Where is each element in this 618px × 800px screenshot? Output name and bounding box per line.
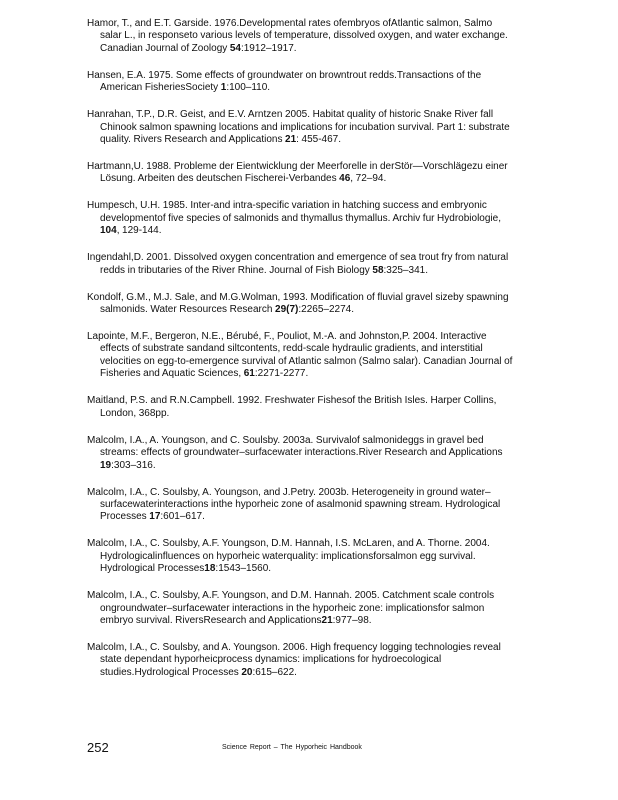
reference-pages: :2271-2277. (254, 368, 309, 380)
reference-text: Maitland, P.S. and R.N.Campbell. 1992. Freshwater Fishesof the British Isles. Harper Collins, London, 368pp. (87, 395, 497, 419)
reference-text: Hamor, T., and E.T. Garside. 1976.Developmental rates ofembryos ofAtlantic salmon, Salmo salar L., in responseto various levels of temperature, dissolved oxygen, and water exchange. Canadian Journal of Zoology (87, 18, 508, 54)
reference-list (87, 18, 515, 694)
reference-entry (87, 590, 515, 627)
reference-entry (87, 642, 515, 679)
reference-volume: 46 (339, 173, 351, 185)
reference-entry (87, 395, 515, 420)
reference-volume: 17 (149, 511, 161, 523)
reference-volume: 54 (229, 42, 241, 54)
reference-volume: 21 (285, 134, 297, 146)
reference-text: Kondolf, G.M., M.J. Sale, and M.G.Wolman, 1993. Modification of fluvial gravel sizeby spawning salmonids. Water Resources Research (87, 291, 509, 316)
reference-volume: 21 (321, 614, 333, 626)
reference-pages: :601–617. (160, 511, 205, 523)
reference-entry (87, 70, 515, 95)
reference-entry (87, 292, 515, 317)
reference-volume: 58 (372, 264, 384, 276)
reference-pages: :615–622. (252, 666, 297, 678)
reference-text: Humpesch, U.H. 1985. Inter-and intra-specific variation in hatching success and embryonic developmentof five species of salmonids and thymallus thymallus. Archiv fur Hydrobiologie, (87, 200, 501, 224)
reference-text: Hanrahan, T.P., D.R. Geist, and E.V. Arntzen 2005. Habitat quality of historic Snake River fall Chinook salmon spawning locations and implications for incubation survival. Part 1: substrate quality. Rivers Research and Applications (87, 109, 510, 146)
reference-volume: 29(7) (275, 304, 299, 316)
reference-entry (87, 252, 515, 277)
reference-entry (87, 435, 515, 472)
reference-pages: : 455-467. (296, 134, 341, 146)
reference-pages: :2265–2274. (298, 304, 354, 316)
reference-entry (87, 109, 515, 146)
reference-volume: 1 (220, 82, 227, 94)
reference-entry (87, 200, 515, 237)
reference-text: Hartmann,U. 1988. Probleme der Eientwicklung der Meerforelle in derStör—Vorschlägezu einer Lösung. Arbeiten des deutschen Fischerei-Verbandes (87, 161, 508, 185)
reference-text: Malcolm, I.A., A. Youngson, and C. Soulsby. 2003a. Survivalof salmonideggs in gravel bed streams: effects of groundwater–surfacewater interactions.River Research and Applications (87, 434, 503, 459)
reference-pages: :1912–1917. (240, 42, 297, 54)
reference-entry (87, 487, 515, 524)
reference-text: Malcolm, I.A., C. Soulsby, A.F. Youngson, D.M. Hannah, I.S. McLaren, and A. Thorne. 2004. Hydrologicalinfluences on hyporheic waterquality: implicationsforsalmon egg survival. Hydrological Processes (87, 538, 490, 575)
reference-volume: 61 (243, 368, 255, 380)
reference-text: Malcolm, I.A., C. Soulsby, A. Youngson, and J.Petry. 2003b. Heterogeneity in ground water–surfacewaterinteractions inthe hyporheic zone of asalmonid spawning stream. Hydrological Processes (87, 486, 501, 523)
reference-pages: :325–341. (383, 264, 429, 276)
reference-pages: :303–316. (111, 459, 156, 471)
reference-entry (87, 331, 515, 381)
reference-volume: 19 (100, 459, 112, 471)
reference-entry (87, 538, 515, 575)
reference-pages: :100–110. (226, 82, 271, 94)
reference-volume: 18 (204, 563, 216, 575)
reference-pages: :977–98. (332, 614, 372, 626)
reference-text: Ingendahl,D. 2001. Dissolved oxygen concentration and emergence of sea trout fry from natural redds in tributaries of the River Rhine. Journal of Fish Biology (87, 252, 509, 276)
reference-pages: , 129-144. (116, 225, 162, 237)
reference-volume: 20 (241, 666, 253, 678)
reference-text: Malcolm, I.A., C. Soulsby, A.F. Youngson, and D.M. Hannah. 2005. Catchment scale controls ongroundwater–surfacewater interactions in the hyporheic zone: implicationsfor salmon embryo survival. RiversResearch and Applications (87, 590, 495, 626)
reference-text: Malcolm, I.A., C. Soulsby, and A. Youngson. 2006. High frequency logging technologies reveal state dependant hyporheicprocess dynamics: implications for hydroecological studies.Hydrological Processes (87, 641, 501, 678)
footer-title: Science Report – The Hyporheic Handbook (222, 744, 362, 751)
reference-pages: , 72–94. (350, 173, 387, 185)
reference-volume: 104 (100, 225, 117, 237)
reference-text: Hansen, E.A. 1975. Some effects of groundwater on browntrout redds.Transactions of the American FisheriesSociety (87, 69, 482, 94)
reference-entry (87, 18, 515, 55)
reference-text: Lapointe, M.F., Bergeron, N.E., Bérubé, F., Pouliot, M.-A. and Johnston,P. 2004. Interactive effects of substrate sandand siltcontents, redd-scale hydraulic gradients, and interstitial velocities on egg-to-emergence survival of Atlantic salmon (Salmo salar). Canadian Journal of Fisheries and Aquatic Sciences, (87, 331, 513, 380)
reference-entry (87, 161, 515, 186)
page-number: 252 (87, 740, 109, 755)
reference-pages: :1543–1560. (215, 563, 272, 575)
